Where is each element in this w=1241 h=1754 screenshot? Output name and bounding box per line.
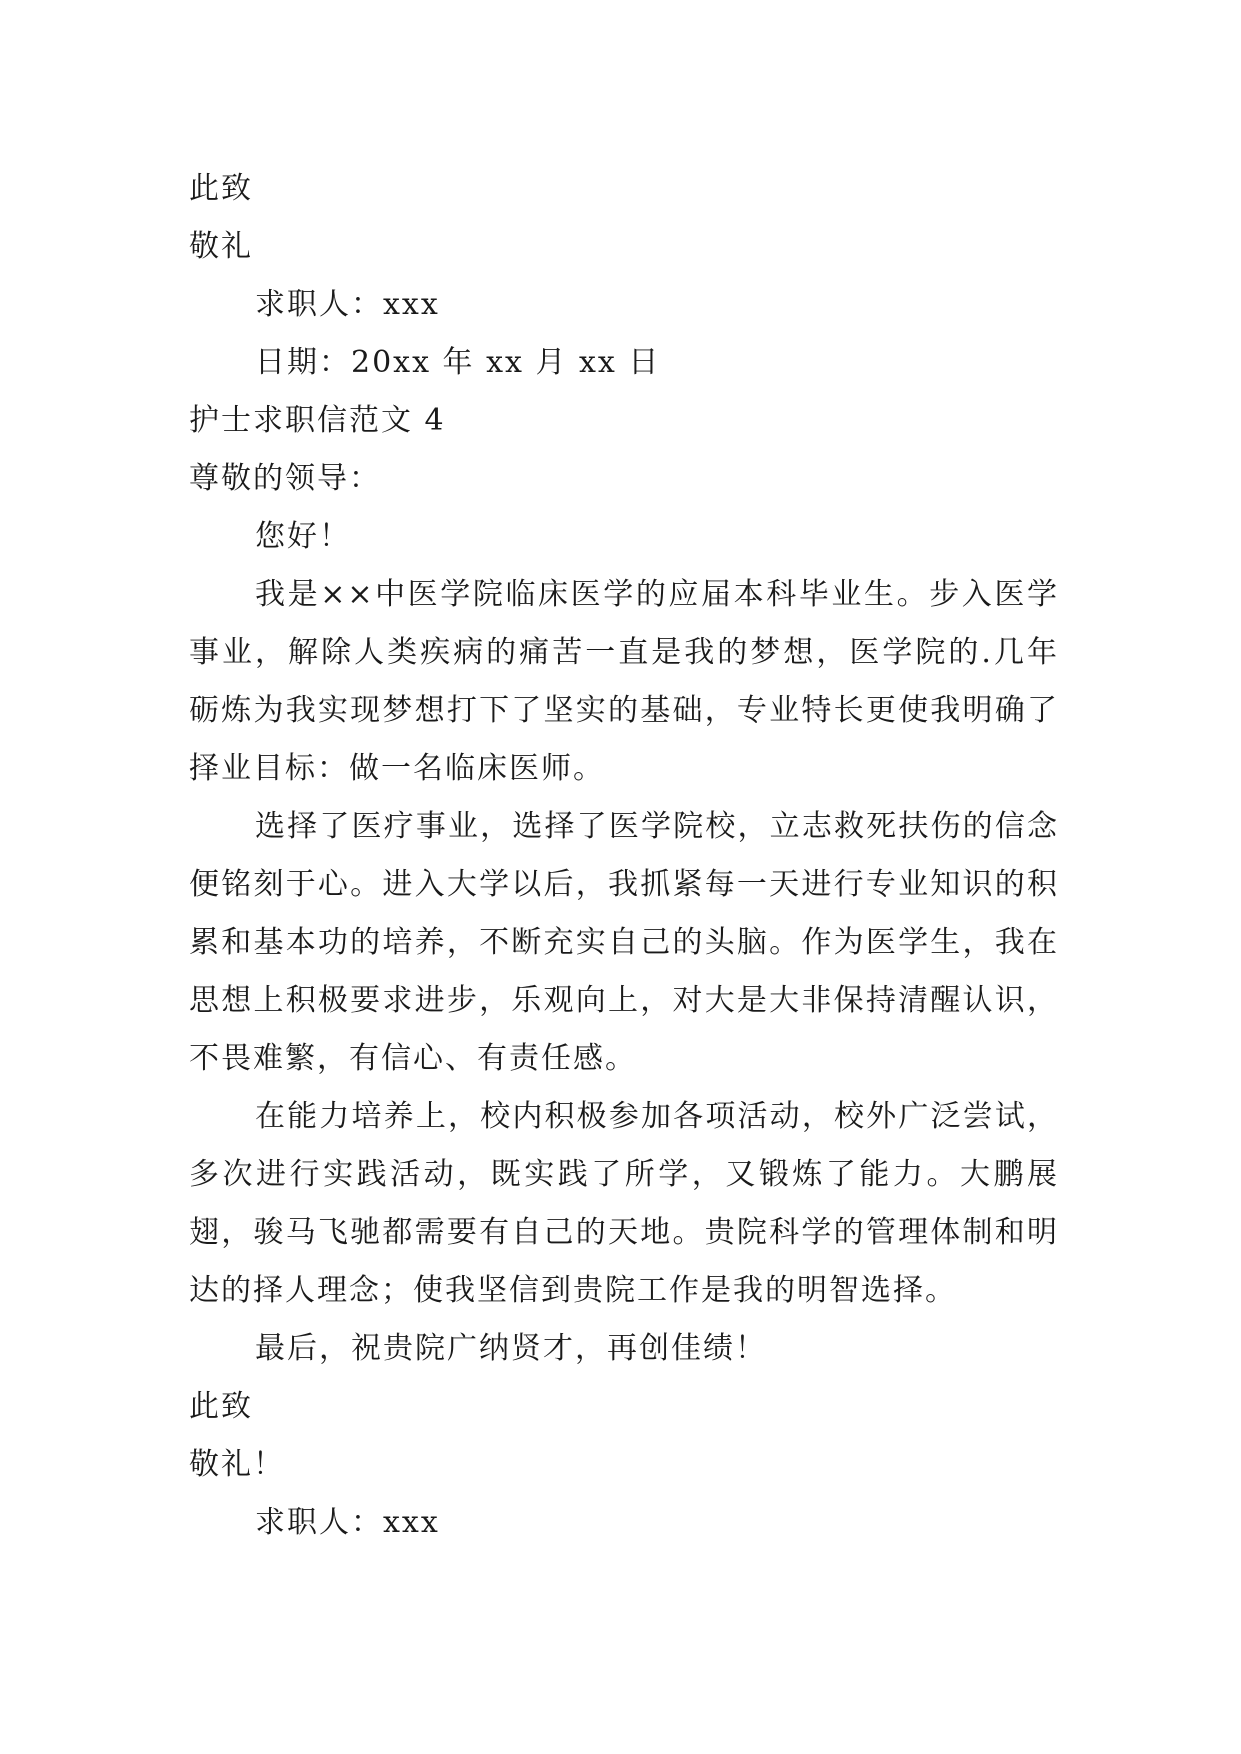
paragraph-1: 我是××中医学院临床医学的应届本科毕业生。步入医学事业，解除人类疾病的痛苦一直是我的梦想，医学院的.几年砺炼为我实现梦想打下了坚实的基础，专业特长更使我明确了择业目标：做一名临床医师。	[189, 577, 1059, 786]
paragraph-2: 选择了医疗事业，选择了医学院校，立志救死扶伤的信念便铭刻于心。进入大学以后，我抓紧每一天进行专业知识的积累和基本功的培养，不断充实自己的头脑。作为医学生，我在思想上积极要求进步，乐观向上，对大是大非保持清醒认识，不畏难繁，有信心、有责任感。	[189, 809, 1059, 1076]
applicant-line-1: 求职人：xxx	[255, 287, 440, 322]
date-line: 日期：20xx 年 xx 月 xx 日	[255, 345, 661, 380]
letter-title: 护士求职信范文 4	[189, 403, 446, 438]
salutation-line-2: 敬礼！	[189, 1447, 285, 1482]
greeting-line: 尊敬的领导：	[189, 461, 381, 496]
closing-line-1: 此致	[189, 171, 253, 206]
applicant-line-2: 求职人：xxx	[255, 1505, 440, 1540]
salutation-line-1: 敬礼	[189, 229, 253, 264]
hello-line: 您好！	[255, 519, 351, 554]
paragraph-3: 在能力培养上，校内积极参加各项活动，校外广泛尝试，多次进行实践活动，既实践了所学，又锻炼了能力。大鹏展翅，骏马飞驰都需要有自己的天地。贵院科学的管理体制和明达的择人理念；使我坚信到贵院工作是我的明智选择。	[189, 1099, 1059, 1308]
letter-body	[189, 160, 1059, 1552]
paragraph-4: 最后，祝贵院广纳贤才，再创佳绩！	[255, 1331, 767, 1366]
closing-line-2: 此致	[189, 1389, 253, 1424]
